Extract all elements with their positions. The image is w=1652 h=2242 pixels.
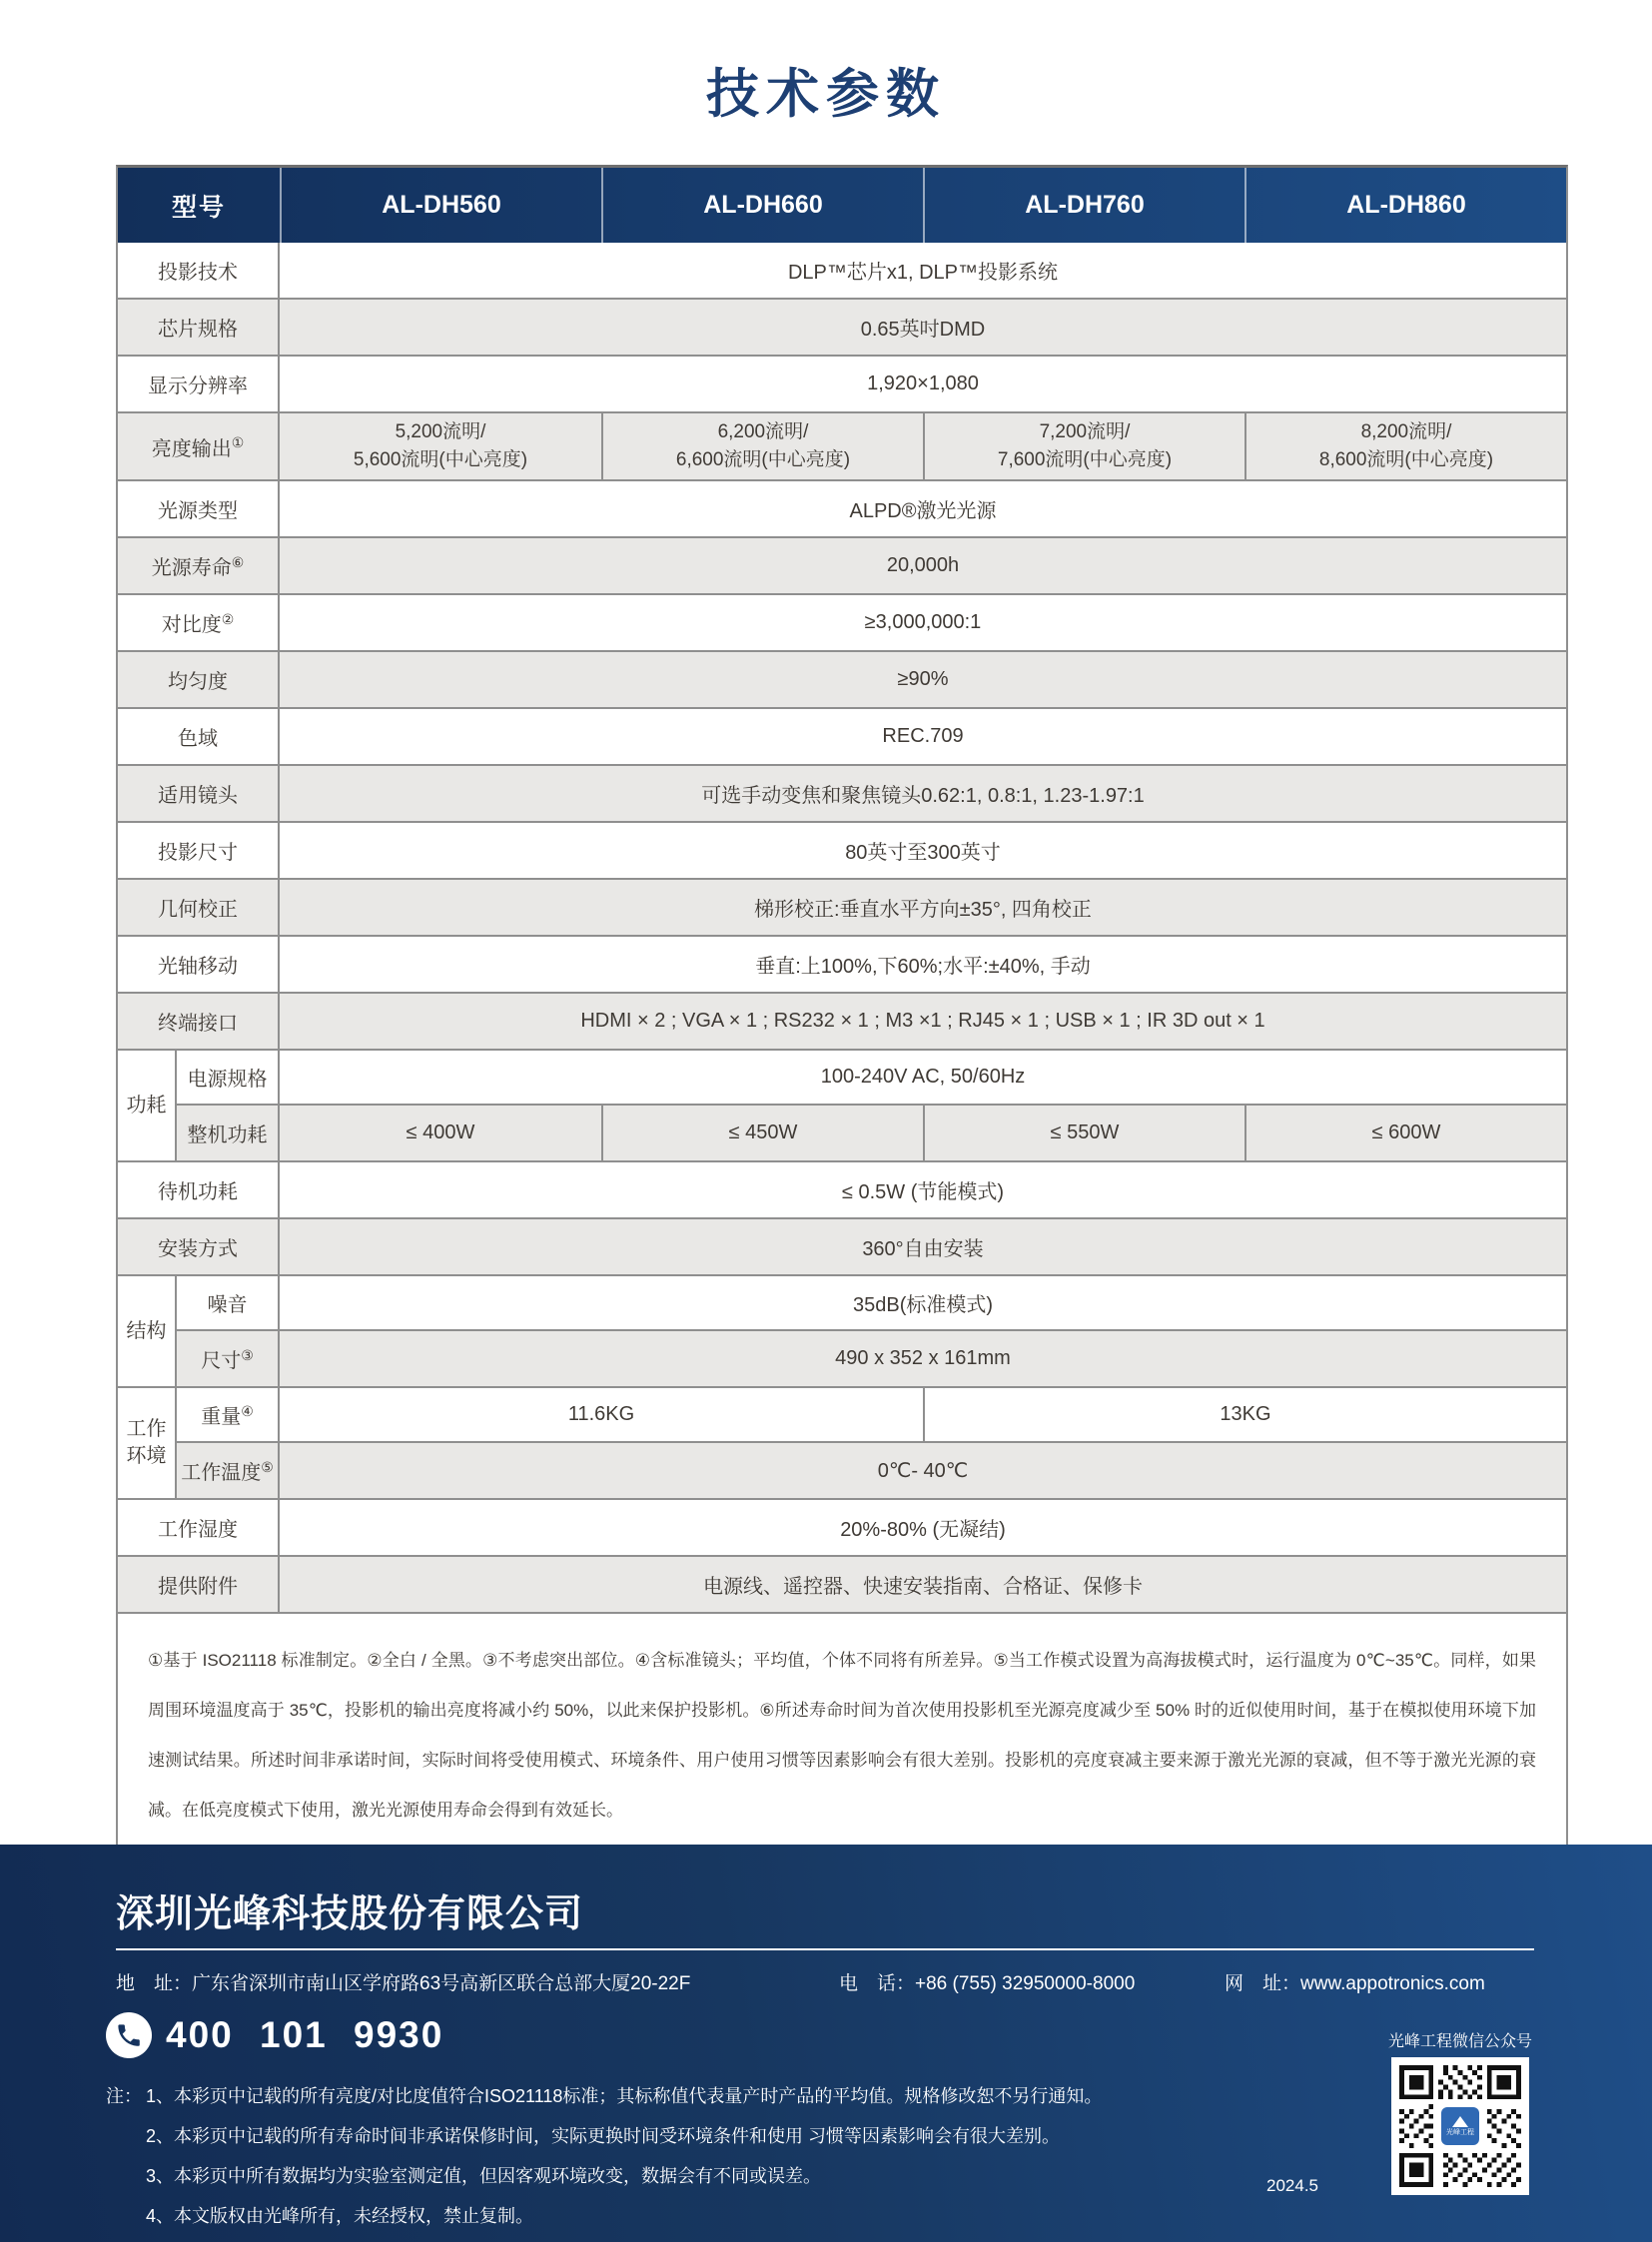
row-label: 适用镜头	[118, 766, 280, 821]
row-label: 显示分辨率	[118, 357, 280, 411]
qr-logo-mark-icon	[1452, 2116, 1468, 2127]
row-label: 芯片规格	[118, 300, 280, 355]
label-text: 尺寸	[201, 1350, 242, 1372]
weight-values	[280, 1388, 1566, 1443]
row-label: 提供附件	[118, 1557, 280, 1612]
header-model-1: AL-DH560	[280, 168, 601, 243]
environment-group-label: 工作环境	[118, 1388, 177, 1498]
label-text: 亮度输出	[151, 437, 232, 460]
structure-group-label: 结构	[118, 1276, 177, 1386]
row-label: 色域	[118, 709, 280, 764]
row-label: 均匀度	[118, 652, 280, 707]
line1: 7,200流明/	[1039, 420, 1131, 442]
row-label: 投影尺寸	[118, 823, 280, 878]
row-brightness	[118, 413, 1566, 481]
note-1: 1、本彩页中记载的所有亮度/对比度值符合ISO21118标准；其标称值代表量产时产品的平均值。规格修改恕不另行通知。	[146, 2086, 1103, 2106]
row-projection-size	[118, 823, 1566, 880]
company-website: 网 址：www.appotronics.com	[1225, 1973, 1485, 1994]
row-label: 光轴移动	[118, 937, 280, 992]
row-value: 垂直:上100%,下60%;水平:±40%, 手动	[755, 956, 1091, 978]
company-address: 地 址：广东省深圳市南山区学府路63号高新区联合总部大厦20-22F	[116, 1973, 691, 1994]
label-superscript: ⑥	[231, 553, 245, 570]
power-group-label: 功耗	[118, 1051, 177, 1160]
dimensions-label	[177, 1331, 280, 1386]
row-chip-spec	[118, 300, 1566, 357]
row-label: 待机功耗	[118, 1162, 280, 1217]
weight-label	[177, 1388, 280, 1443]
row-value: ≤ 0.5W (节能模式)	[841, 1181, 1005, 1203]
company-name: 深圳光峰科技股份有限公司	[116, 1893, 584, 1935]
row-ports	[118, 994, 1566, 1051]
row-value: 360°自由安装	[862, 1238, 984, 1260]
row-resolution	[118, 357, 1566, 413]
line2: 6,600流明(中心亮度)	[675, 449, 851, 470]
row-humidity	[118, 1500, 1566, 1557]
power-spec-label: 电源规格	[177, 1051, 280, 1106]
publication-date: 2024.5	[1266, 2176, 1318, 2195]
hotline	[106, 2012, 443, 2058]
row-label	[118, 595, 280, 650]
label-text: 对比度	[161, 614, 222, 636]
note-4: 4、本文版权由光峰所有，未经授权，禁止复制。	[146, 2206, 534, 2226]
line2: 7,600流明(中心亮度)	[997, 449, 1173, 470]
header-model-3: AL-DH760	[923, 168, 1244, 243]
line2: 5,600流明(中心亮度)	[353, 449, 528, 470]
row-label	[118, 538, 280, 593]
note-3: 3、本彩页中所有数据均为实验室测定值，但因客观环境改变，数据会有不同或误差。	[146, 2166, 822, 2186]
weight-dh760-dh860: 13KG	[923, 1388, 1566, 1441]
row-contrast	[118, 595, 1566, 652]
table-header-row	[118, 168, 1566, 243]
power-dh860: ≤ 600W	[1244, 1106, 1566, 1160]
line1: 8,200流明/	[1360, 420, 1452, 442]
company-phone: 电 话：+86 (755) 32950000-8000	[839, 1973, 1136, 1994]
operating-temp-label	[177, 1443, 280, 1498]
qr-logo	[1441, 2107, 1479, 2145]
row-label: 安装方式	[118, 1219, 280, 1274]
row-label: 光源类型	[118, 481, 280, 536]
line2: 8,600流明(中心亮度)	[1318, 449, 1494, 470]
header-model-2: AL-DH660	[601, 168, 923, 243]
hotline-number: 400 101 9930	[166, 2014, 444, 2055]
power-dh760: ≤ 550W	[923, 1106, 1244, 1160]
row-accessories	[118, 1557, 1566, 1614]
qr-code	[1391, 2057, 1529, 2195]
header-model-label: 型号	[171, 193, 226, 222]
brightness-dh560	[280, 413, 601, 479]
row-value: 1,920×1,080	[867, 373, 979, 394]
phone-icon	[106, 2012, 152, 2058]
spec-table	[116, 165, 1568, 1849]
row-value: ≥90%	[897, 668, 949, 690]
footer-divider	[116, 1948, 1534, 1950]
notes-label: 注：	[106, 2086, 142, 2106]
row-value: ALPD®激光光源	[849, 500, 997, 522]
row-installation	[118, 1219, 1566, 1276]
row-gamut	[118, 709, 1566, 766]
label-text: 光源寿命	[151, 557, 232, 579]
row-label: 投影技术	[118, 243, 280, 298]
label-superscript: ⑤	[261, 1458, 274, 1475]
power-spec-value: 100-240V AC, 50/60Hz	[280, 1051, 1566, 1106]
qr-logo-text: 光峰工程	[1446, 2129, 1474, 2136]
row-value: 电源线、遥控器、快速安装指南、合格证、保修卡	[703, 1576, 1143, 1598]
row-label	[118, 413, 280, 479]
row-value: 20,000h	[886, 554, 960, 576]
row-label: 工作湿度	[118, 1500, 280, 1555]
row-light-life	[118, 538, 1566, 595]
row-value: 20%-80% (无凝结)	[840, 1519, 1006, 1541]
operating-temp-value: 0℃- 40℃	[280, 1443, 1566, 1498]
row-value: 可选手动变焦和聚焦镜头0.62:1, 0.8:1, 1.23-1.97:1	[701, 785, 1145, 807]
row-lens	[118, 766, 1566, 823]
page-title: 技术参数	[706, 65, 946, 124]
label-superscript: ①	[231, 434, 245, 450]
label-superscript: ④	[241, 1402, 254, 1419]
footnote-text: ①基于 ISO21118 标准制定。②全白 / 全黑。③不考虑突出部位。④含标准镜头；平均值，个体不同将有所差异。⑤当工作模式设置为高海拔模式时，运行温度为 0℃~35℃。同样，如果周围环境温度高于 35℃，投影机的输出亮度将减小约 50%，以此来保护投影机。⑥所述寿命时间为首次使用投影机至光源亮度减少至 50% 时的近似使用时间，基于在模拟使用环境下加速测试结果。所述时间非承诺时间，实际时间将受使用模式、环境条件、用户使用习惯等因素影响会有很大差别。投影机的亮度衰减主要来源于激光光源的衰减，但不等于激光光源的衰减。在低亮度模式下使用，激光光源使用寿命会得到有效延长。	[148, 1651, 1536, 1820]
dimensions-value: 490 x 352 x 161mm	[280, 1331, 1566, 1386]
row-value: 0.65英吋DMD	[860, 319, 986, 341]
power-dh560: ≤ 400W	[406, 1121, 475, 1143]
row-value: 80英寸至300英寸	[845, 842, 1001, 864]
qr-caption: 光峰工程微信公众号	[1387, 2033, 1532, 2050]
row-standby-power	[118, 1162, 1566, 1219]
machine-power-values	[280, 1106, 1566, 1160]
line1: 6,200流明/	[717, 420, 809, 442]
row-value: ≥3,000,000:1	[864, 611, 982, 633]
row-value: HDMI × 2 ; VGA × 1 ; RS232 × 1 ; M3 ×1 ; RJ45 × 1 ; USB × 1 ; IR 3D out × 1	[580, 1010, 1265, 1032]
machine-power-label: 整机功耗	[177, 1106, 280, 1160]
environment-section	[118, 1388, 1566, 1500]
row-projection-tech	[118, 243, 1566, 300]
row-label: 终端接口	[118, 994, 280, 1049]
label-text: 重量	[201, 1406, 242, 1428]
row-keystone	[118, 880, 1566, 937]
weight-dh560-dh660: 11.6KG	[567, 1403, 635, 1425]
line1: 5,200流明/	[395, 420, 486, 442]
label-superscript: ②	[221, 610, 235, 627]
row-value: DLP™芯片x1, DLP™投影系统	[787, 262, 1059, 284]
brightness-dh760	[923, 413, 1244, 479]
label-superscript: ③	[241, 1346, 254, 1363]
brightness-dh860	[1244, 413, 1566, 479]
row-value: REC.709	[882, 725, 964, 747]
row-value: 梯形校正:垂直水平方向±35°, 四角校正	[754, 899, 1092, 921]
note-2: 2、本彩页中记载的所有寿命时间非承诺保修时间，实际更换时间受环境条件和使用 习惯等因素影响会有很大差别。	[146, 2126, 1061, 2146]
row-lens-shift	[118, 937, 1566, 994]
label-text: 工作温度	[181, 1462, 262, 1484]
row-uniformity	[118, 652, 1566, 709]
footer-notes	[106, 2082, 1102, 2242]
brightness-dh660	[601, 413, 923, 479]
header-model-4: AL-DH860	[1244, 168, 1566, 243]
row-label: 几何校正	[118, 880, 280, 935]
noise-value: 35dB(标准模式)	[280, 1276, 1566, 1331]
power-section	[118, 1051, 1566, 1162]
noise-label: 噪音	[177, 1276, 280, 1331]
row-light-source	[118, 481, 1566, 538]
power-dh660: ≤ 450W	[601, 1106, 923, 1160]
footer	[0, 1845, 1652, 2242]
notes-list	[146, 2082, 1102, 2242]
structure-section	[118, 1276, 1566, 1388]
